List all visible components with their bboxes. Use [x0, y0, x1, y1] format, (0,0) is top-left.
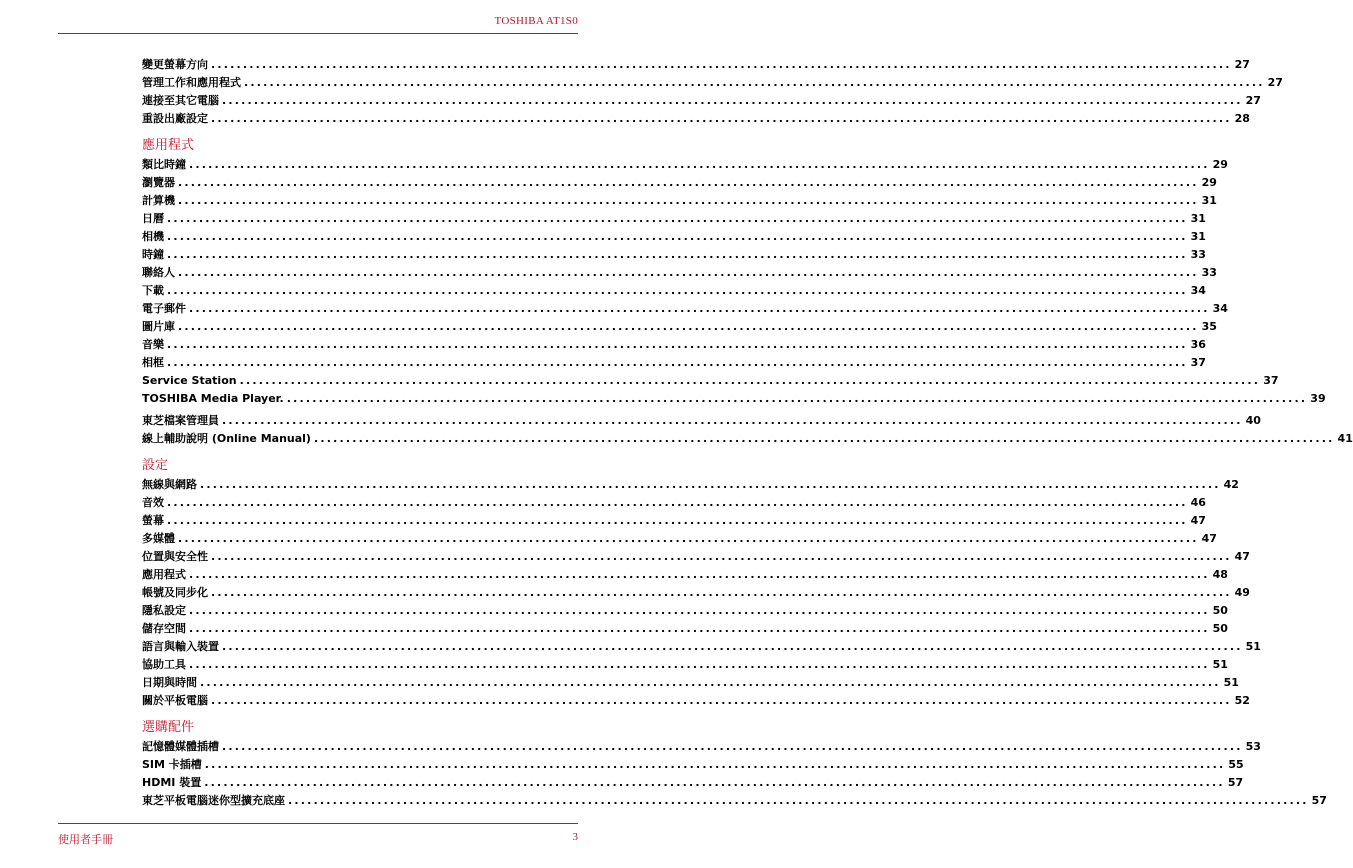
toc-entry-label: 東芝平板電腦迷你型擴充底座 [142, 794, 285, 807]
toc-entry[interactable] [142, 336, 1206, 354]
toc-group-apps [142, 156, 1326, 408]
toc-entry-page: 49 [1234, 586, 1250, 599]
dot-leader: ................................................................................................................................................................ [211, 586, 1232, 599]
dot-leader: ................................................................................................................................................................ [178, 532, 1199, 545]
toc-entry[interactable] [142, 530, 1217, 548]
dot-leader: ................................................................................................................................................................ [189, 158, 1210, 171]
dot-leader: ................................................................................................................................................................ [189, 604, 1210, 617]
toc-entry-label: 語言與輸入裝置 [142, 640, 219, 653]
toc-entry-label: 相機 [142, 230, 164, 243]
dot-leader: ................................................................................................................................................................ [178, 320, 1199, 333]
toc-entry[interactable] [142, 156, 1228, 174]
dot-leader: ................................................................................................................................................................ [288, 794, 1309, 807]
toc-entry-page: 35 [1201, 320, 1217, 333]
toc-entry-page: 27 [1245, 94, 1261, 107]
toc-entry-page: 41 [1337, 432, 1353, 445]
toc-entry[interactable] [142, 584, 1250, 602]
dot-leader: ................................................................................................................................................................ [211, 694, 1232, 707]
toc-entry[interactable] [142, 620, 1228, 638]
toc-entry-label: SIM 卡插槽 [142, 758, 202, 771]
toc-entry-label: 螢幕 [142, 514, 164, 527]
toc-entry-label: 應用程式 [142, 568, 186, 581]
dot-leader: ................................................................................................................................................................ [167, 248, 1188, 261]
toc-entry[interactable] [142, 56, 1250, 74]
toc-entry[interactable] [142, 174, 1217, 192]
toc-entry-page: 31 [1190, 212, 1206, 225]
toc-entry[interactable] [142, 74, 1283, 92]
toc-entry-page: 51 [1212, 658, 1228, 671]
toc-entry[interactable] [142, 692, 1250, 710]
toc-entry[interactable] [142, 476, 1239, 494]
dot-leader: ................................................................................................................................................................ [222, 740, 1243, 753]
dot-leader: ................................................................................................................................................................ [204, 758, 1226, 771]
dot-leader: ................................................................................................................................................................ [222, 414, 1243, 427]
toc-entry-label: 聯絡人 [142, 266, 175, 279]
toc-group-1 [142, 56, 1283, 128]
toc-entry[interactable] [142, 494, 1206, 512]
footer-rule [58, 823, 578, 824]
toc-entry-page: 37 [1263, 374, 1279, 387]
dot-leader: ................................................................................................................................................................ [167, 212, 1188, 225]
toc-entry-label: 帳號及同步化 [142, 586, 208, 599]
toc-entry-page: 46 [1190, 496, 1206, 509]
toc-group-accessories [142, 738, 1327, 810]
toc-entry-page: 27 [1267, 76, 1283, 89]
toc-entry-page: 50 [1212, 604, 1228, 617]
toc-entry-label: 隱私設定 [142, 604, 186, 617]
toc-entry-label: 時鐘 [142, 248, 164, 261]
toc-entry-page: 51 [1223, 676, 1239, 689]
toc-entry[interactable] [142, 110, 1250, 128]
toc-entry-label: 管理工作和應用程式 [142, 76, 241, 89]
toc-entry-label: 圖片庫 [142, 320, 175, 333]
toc-entry-label: 相框 [142, 356, 164, 369]
toc-entry-label: Service Station [142, 374, 237, 387]
dot-leader: ................................................................................................................................................................ [189, 568, 1210, 581]
dot-leader: ................................................................................................................................................................ [200, 676, 1221, 689]
toc-entry[interactable] [142, 756, 1244, 774]
toc-entry-page: 27 [1234, 58, 1250, 71]
toc-entry-label: 無線與網路 [142, 478, 197, 491]
toc-entry[interactable] [142, 566, 1228, 584]
toc-entry-label: 計算機 [142, 194, 175, 207]
toc-entry-page: 29 [1201, 176, 1217, 189]
toc-entry-label: 位置與安全性 [142, 550, 208, 563]
toc-entry-page: 42 [1223, 478, 1239, 491]
toc-entry-page: 57 [1311, 794, 1327, 807]
toc-entry-label: 下載 [142, 284, 164, 297]
dot-leader: ................................................................................................................................................................ [244, 76, 1265, 89]
toc-entry[interactable] [142, 390, 1326, 408]
dot-leader: ................................................................................................................................................................ [313, 432, 1335, 445]
section-heading-accessories: 選購配件 [142, 720, 195, 735]
dot-leader: ................................................................................................................................................................ [167, 230, 1188, 243]
dot-leader: ................................................................................................................................................................ [167, 514, 1188, 527]
toc-entry[interactable] [142, 318, 1217, 336]
toc-entry-page: 34 [1190, 284, 1206, 297]
dot-leader: ................................................................................................................................................................ [178, 176, 1199, 189]
toc-entry-label: 重設出廠設定 [142, 112, 208, 125]
toc-entry[interactable] [142, 228, 1206, 246]
toc-entry-label: 儲存空間 [142, 622, 186, 635]
section-heading-settings: 設定 [142, 458, 169, 473]
toc-entry[interactable] [142, 548, 1250, 566]
toc-entry-label: 連接至其它電腦 [142, 94, 219, 107]
toc-entry-label: TOSHIBA Media Player. [142, 392, 284, 405]
toc-entry[interactable] [142, 602, 1228, 620]
dot-leader: ................................................................................................................................................................ [167, 338, 1188, 351]
toc-entry-page: 28 [1234, 112, 1250, 125]
toc-entry-page: 47 [1234, 550, 1250, 563]
toc-entry-page: 37 [1190, 356, 1206, 369]
toc-entry[interactable] [142, 412, 1261, 430]
dot-leader: ................................................................................................................................................................ [167, 356, 1188, 369]
toc-entry-page: 53 [1245, 740, 1261, 753]
toc-entry[interactable] [142, 372, 1279, 390]
toc-entry-page: 47 [1201, 532, 1217, 545]
dot-leader: ................................................................................................................................................................ [204, 776, 1225, 789]
toc-entry-page: 47 [1190, 514, 1206, 527]
toc-entry-label: 變更螢幕方向 [142, 58, 208, 71]
toc-entry-label: 記憶體媒體插槽 [142, 740, 219, 753]
toc-entry-label: 日曆 [142, 212, 164, 225]
toc-entry-page: 40 [1245, 414, 1261, 427]
toc-entry[interactable] [142, 264, 1217, 282]
toc-entry[interactable] [142, 774, 1244, 792]
toc-entry[interactable] [142, 300, 1228, 318]
dot-leader: ................................................................................................................................................................ [167, 284, 1188, 297]
toc-entry-page: 51 [1245, 640, 1261, 653]
toc-entry-page: 36 [1190, 338, 1206, 351]
dot-leader: ................................................................................................................................................................ [178, 194, 1199, 207]
toc-entry-label: HDMI 裝置 [142, 776, 202, 789]
toc-entry-page: 39 [1310, 392, 1326, 405]
dot-leader: ................................................................................................................................................................ [211, 112, 1232, 125]
dot-leader: ................................................................................................................................................................ [222, 640, 1243, 653]
toc-entry-page: 33 [1201, 266, 1217, 279]
footer-page-number: 3 [572, 831, 578, 843]
toc-entry-page: 50 [1212, 622, 1228, 635]
toc-entry[interactable] [142, 92, 1261, 110]
toc-entry-label: 電子郵件 [142, 302, 186, 315]
dot-leader: ................................................................................................................................................................ [222, 94, 1243, 107]
dot-leader: ................................................................................................................................................................ [239, 374, 1261, 387]
toc-entry-label: 類比時鐘 [142, 158, 186, 171]
toc-entry-page: 57 [1227, 776, 1244, 789]
toc-entry[interactable] [142, 430, 1353, 448]
dot-leader: ................................................................................................................................................................ [200, 478, 1221, 491]
header-rule [58, 33, 578, 34]
toc-entry-page: 52 [1234, 694, 1250, 707]
toc-entry-page: 34 [1212, 302, 1228, 315]
toc-entry[interactable] [142, 210, 1206, 228]
dot-leader: ................................................................................................................................................................ [167, 496, 1188, 509]
footer-manual-title: 使用者手冊 [58, 833, 113, 846]
toc-entry[interactable] [142, 638, 1261, 656]
toc-entry-label: 協助工具 [142, 658, 186, 671]
toc-entry[interactable] [142, 656, 1228, 674]
toc-entry-page: 31 [1190, 230, 1206, 243]
toc-entry-label: 東芝檔案管理員 [142, 414, 219, 427]
dot-leader: ................................................................................................................................................................ [189, 302, 1210, 315]
toc-entry-label: 瀏覽器 [142, 176, 175, 189]
section-heading-apps: 應用程式 [142, 138, 195, 153]
toc-entry-page: 48 [1212, 568, 1228, 581]
toc-entry[interactable] [142, 192, 1217, 210]
toc-entry[interactable] [142, 738, 1261, 756]
dot-leader: ................................................................................................................................................................ [178, 266, 1199, 279]
toc-entry-label: 音樂 [142, 338, 164, 351]
toc-entry-label: 多媒體 [142, 532, 175, 545]
toc-entry[interactable] [142, 512, 1206, 530]
toc-entry[interactable] [142, 282, 1206, 300]
toc-entry[interactable] [142, 792, 1327, 810]
dot-leader: ................................................................................................................................................................ [286, 392, 1308, 405]
toc-entry[interactable] [142, 246, 1206, 264]
toc-group-settings [142, 476, 1261, 710]
toc-group-apps-b [142, 412, 1353, 448]
toc-entry-page: 33 [1190, 248, 1206, 261]
toc-entry[interactable] [142, 354, 1206, 372]
toc-entry-label: 關於平板電腦 [142, 694, 208, 707]
table-of-contents [142, 56, 1353, 810]
header-title: TOSHIBA AT1S0 [494, 15, 578, 27]
dot-leader: ................................................................................................................................................................ [211, 58, 1232, 71]
toc-entry[interactable] [142, 674, 1239, 692]
toc-entry-page: 55 [1228, 758, 1244, 771]
dot-leader: ................................................................................................................................................................ [189, 658, 1210, 671]
toc-entry-label: 線上輔助說明 (Online Manual) [142, 432, 311, 445]
toc-entry-label: 日期與時間 [142, 676, 197, 689]
toc-entry-page: 31 [1201, 194, 1217, 207]
dot-leader: ................................................................................................................................................................ [189, 622, 1210, 635]
toc-entry-label: 音效 [142, 496, 164, 509]
toc-entry-page: 29 [1212, 158, 1228, 171]
dot-leader: ................................................................................................................................................................ [211, 550, 1232, 563]
